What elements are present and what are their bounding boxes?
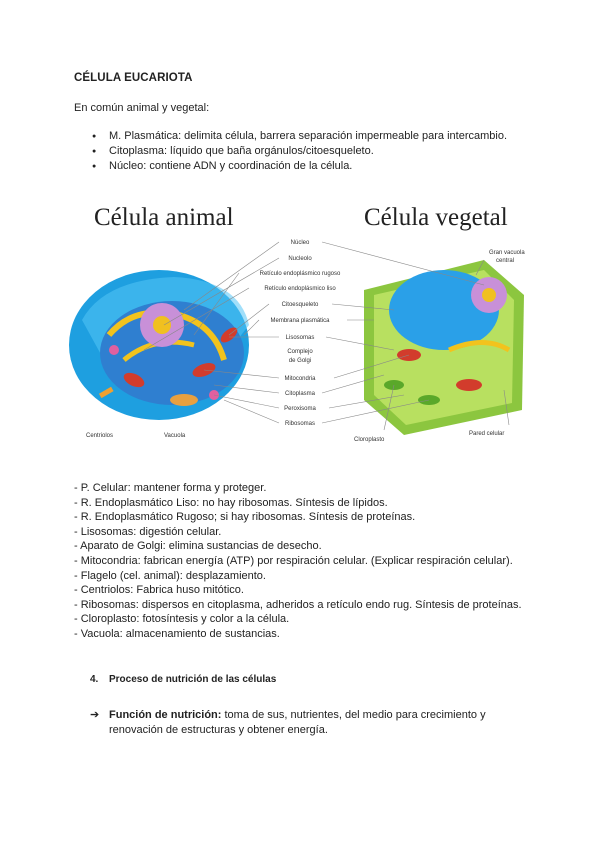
nutrition-term: Función de nutrición: [109,709,222,721]
label-golgi: de Golgi [288,358,312,364]
label-lisosomas: Lisosomas [285,335,315,341]
list-item: - Ribosomas: dispersos en citoplasma, adheridos a retículo endo rug. Síntesis de proteínas. [74,598,522,611]
list-item: - R. Endoplasmático Rugoso; si hay ribosomas. Síntesis de proteínas. [74,511,416,524]
document-title: CÉLULA EUCARIOTA [74,72,193,84]
list-item: - Centriolos: Fabrica huso mitótico. [74,584,244,597]
list-item: - Cloroplasto: fotosíntesis y color a la célula. [74,613,290,626]
list-item: - Mitocondria: fabrican energía (ATP) por respiración celular. (Explicar respiración celular). [74,554,513,567]
plant-cell-title: Célula vegetal [364,204,508,231]
list-item: - R. Endoplasmático Liso: no hay ribosomas. Síntesis de lípidos. [74,496,388,509]
nutrition-item [90,708,520,738]
label-membrana: Membrana plasmática [270,318,330,324]
label-peroxisoma: Peroxisoma [284,406,316,412]
list-item: - Lisosomas: digestión celular. [74,525,222,538]
list-item: - Aparato de Golgi: elimina sustancias de desecho. [74,540,322,553]
list-item: ● M. Plasmática: delimita célula, barrera separación impermeable para intercambio. [92,129,507,144]
label-citoesqueleto: Citoesqueleto [281,302,319,308]
animal-cell-illustration [69,270,249,420]
label-nucleo: Núcleo [290,240,310,246]
intro-text: En común animal y vegetal: [74,102,210,114]
label-reticulo-rugoso: Retículo endoplásmico rugoso [259,271,341,277]
animal-cell-title: Célula animal [94,204,234,231]
common-features-list [92,129,507,174]
nutrition-definition: toma de sus, nutrientes, del medio para crecimiento y renovación de estructuras y obtener energía. [109,709,486,736]
section-title: Proceso de nutrición de las células [109,674,277,685]
label-mitocondria: Mitocondria [284,376,316,382]
list-item: ● Núcleo: contiene ADN y coordinación de la célula. [92,159,507,174]
label-nucleolo: Nucleolo [288,256,312,262]
label-reticulo-liso: Retículo endoplásmico liso [264,286,336,292]
cell-diagram [64,185,534,455]
list-item: - Flagelo (cel. animal): desplazamiento. [74,569,266,582]
nutrition-text [109,708,520,738]
label-gran-vacuola-central: central [496,258,515,264]
section-heading [90,674,276,685]
label-gran-vacuola: Gran vacuola [489,250,525,256]
label-citoplasma: Citoplasma [284,391,316,397]
organelle-definitions [74,481,522,642]
label-centriolos: Centriolos [86,433,114,439]
label-pared-celular: Pared celular [469,431,505,437]
label-complejo: Complejo [287,349,313,355]
label-vacuola: Vacuola [164,433,186,439]
arrow-right-icon: ➔ [90,709,100,721]
label-cloroplasto: Cloroplasto [354,437,385,443]
list-item: ● Citoplasma: líquido que baña orgánulos/citoesqueleto. [92,144,507,159]
label-ribosomas: Ribosomas [284,421,316,427]
list-item: - Vacuola: almacenamiento de sustancias. [74,627,280,640]
list-item: - P. Celular: mantener forma y proteger. [74,482,267,494]
section-number: 4. [90,674,99,685]
